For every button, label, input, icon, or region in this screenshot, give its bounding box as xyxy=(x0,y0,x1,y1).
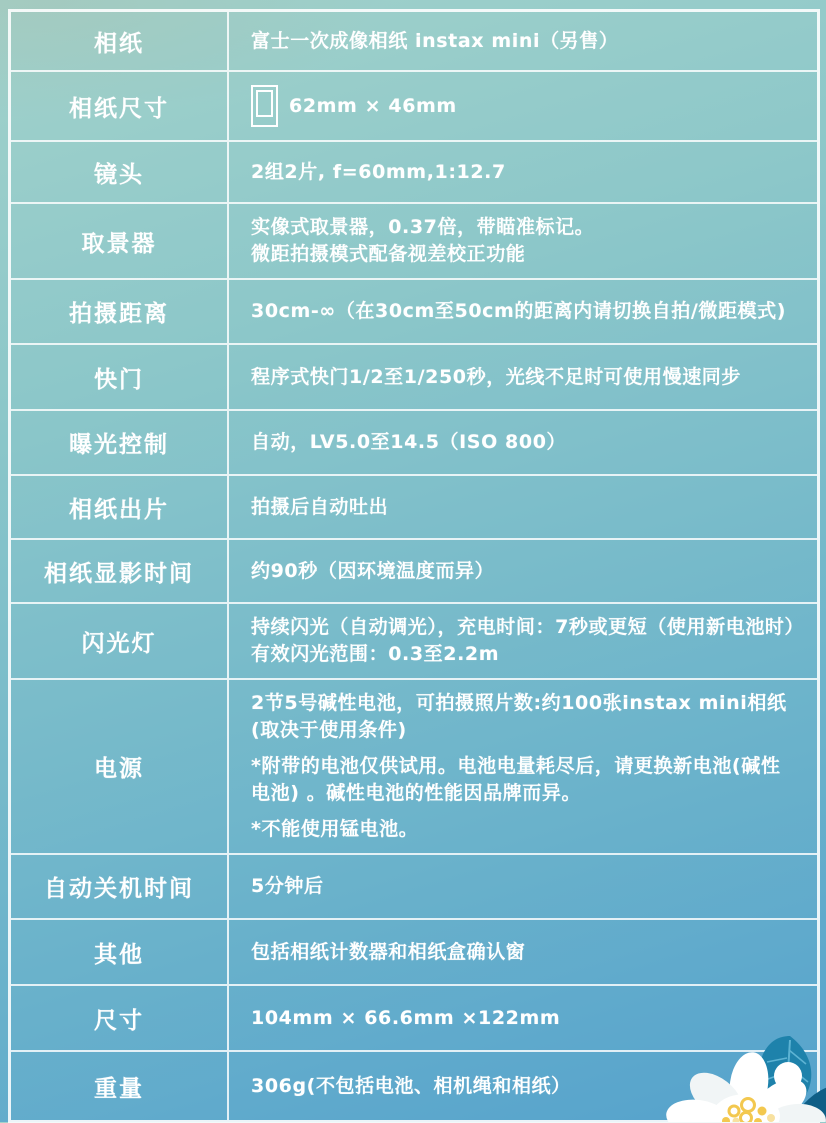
spec-line: 5分钟后 xyxy=(251,875,324,897)
spec-line: 微距拍摄模式配备视差校正功能 xyxy=(251,243,526,265)
spec-line: (取决于使用条件) xyxy=(251,719,407,741)
spec-value xyxy=(229,604,817,678)
spec-row xyxy=(11,411,817,476)
spec-row xyxy=(11,855,817,920)
spec-value xyxy=(229,345,817,409)
spec-row xyxy=(11,142,817,204)
spec-value xyxy=(229,540,817,602)
spec-line: *附带的电池仅供试用。电池电量耗尽后，请更换新电池(碱性 xyxy=(251,755,781,777)
spec-row xyxy=(11,1052,817,1120)
spec-value xyxy=(229,142,817,202)
spec-line: 电池) 。碱性电池的性能因品牌而异。 xyxy=(251,782,582,804)
spec-line: 有效闪光范围：0.3至2.2m xyxy=(251,643,500,665)
spec-value xyxy=(229,986,817,1050)
spec-value xyxy=(229,280,817,343)
spec-label: 曝光控制 xyxy=(11,411,229,474)
spec-row xyxy=(11,280,817,345)
spec-line: 104mm × 66.6mm ×122mm xyxy=(251,1006,561,1029)
spec-line: 约90秒（因环境温度而异） xyxy=(251,559,495,582)
spec-value xyxy=(229,411,817,474)
spec-line: 306g(不包括电池、相机绳和相纸） xyxy=(251,1074,571,1097)
film-frame-icon xyxy=(251,85,278,127)
spec-label: 相纸 xyxy=(11,12,229,70)
spec-line: 2节5号碱性电池，可拍摄照片数:约100张instax mini相纸 xyxy=(251,692,787,714)
spec-line: 30cm-∞（在30cm至50cm的距离内请切换自拍/微距模式) xyxy=(251,300,787,322)
spec-line: 2组2片, f=60mm,1:12.7 xyxy=(251,160,506,183)
spec-row xyxy=(11,540,817,604)
spec-label: 相纸出片 xyxy=(11,476,229,538)
spec-row xyxy=(11,204,817,280)
spec-line: 程序式快门1/2至1/250秒，光线不足时可使用慢速同步 xyxy=(251,365,742,388)
spec-label: 快门 xyxy=(11,345,229,409)
spec-line: *不能使用锰电池。 xyxy=(251,818,419,840)
spec-row xyxy=(11,345,817,411)
spec-line: 富士一次成像相纸 instax mini（另售） xyxy=(251,29,619,52)
spec-label: 相纸显影时间 xyxy=(11,540,229,602)
spec-value xyxy=(229,855,817,918)
spec-line: 拍摄后自动吐出 xyxy=(251,495,389,518)
spec-row xyxy=(11,920,817,986)
spec-label: 其他 xyxy=(11,920,229,984)
spec-label: 拍摄距离 xyxy=(11,280,229,343)
spec-table xyxy=(8,9,820,1123)
spec-row xyxy=(11,72,817,142)
spec-value xyxy=(229,476,817,538)
spec-value xyxy=(229,204,817,278)
spec-value xyxy=(229,680,817,853)
spec-row xyxy=(11,604,817,680)
spec-value xyxy=(229,920,817,984)
spec-label: 电源 xyxy=(11,680,229,853)
spec-value xyxy=(229,72,817,140)
spec-value xyxy=(229,1052,817,1120)
spec-label: 尺寸 xyxy=(11,986,229,1050)
spec-line: 62mm × 46mm xyxy=(289,94,457,117)
spec-label: 闪光灯 xyxy=(11,604,229,678)
spec-line: 包括相纸计数器和相纸盒确认窗 xyxy=(251,940,526,963)
spec-label: 镜头 xyxy=(11,142,229,202)
spec-line: 自动，LV5.0至14.5（ISO 800） xyxy=(251,431,567,453)
spec-value xyxy=(229,12,817,70)
spec-label: 取景器 xyxy=(11,204,229,278)
spec-label: 重量 xyxy=(11,1052,229,1120)
spec-line: 实像式取景器，0.37倍，带瞄准标记。 xyxy=(251,216,595,238)
spec-row xyxy=(11,986,817,1052)
spec-row xyxy=(11,680,817,855)
spec-label: 自动关机时间 xyxy=(11,855,229,918)
spec-row xyxy=(11,12,817,72)
spec-line: 持续闪光（自动调光），充电时间：7秒或更短（使用新电池时） xyxy=(251,616,805,638)
spec-row xyxy=(11,476,817,540)
spec-label: 相纸尺寸 xyxy=(11,72,229,140)
